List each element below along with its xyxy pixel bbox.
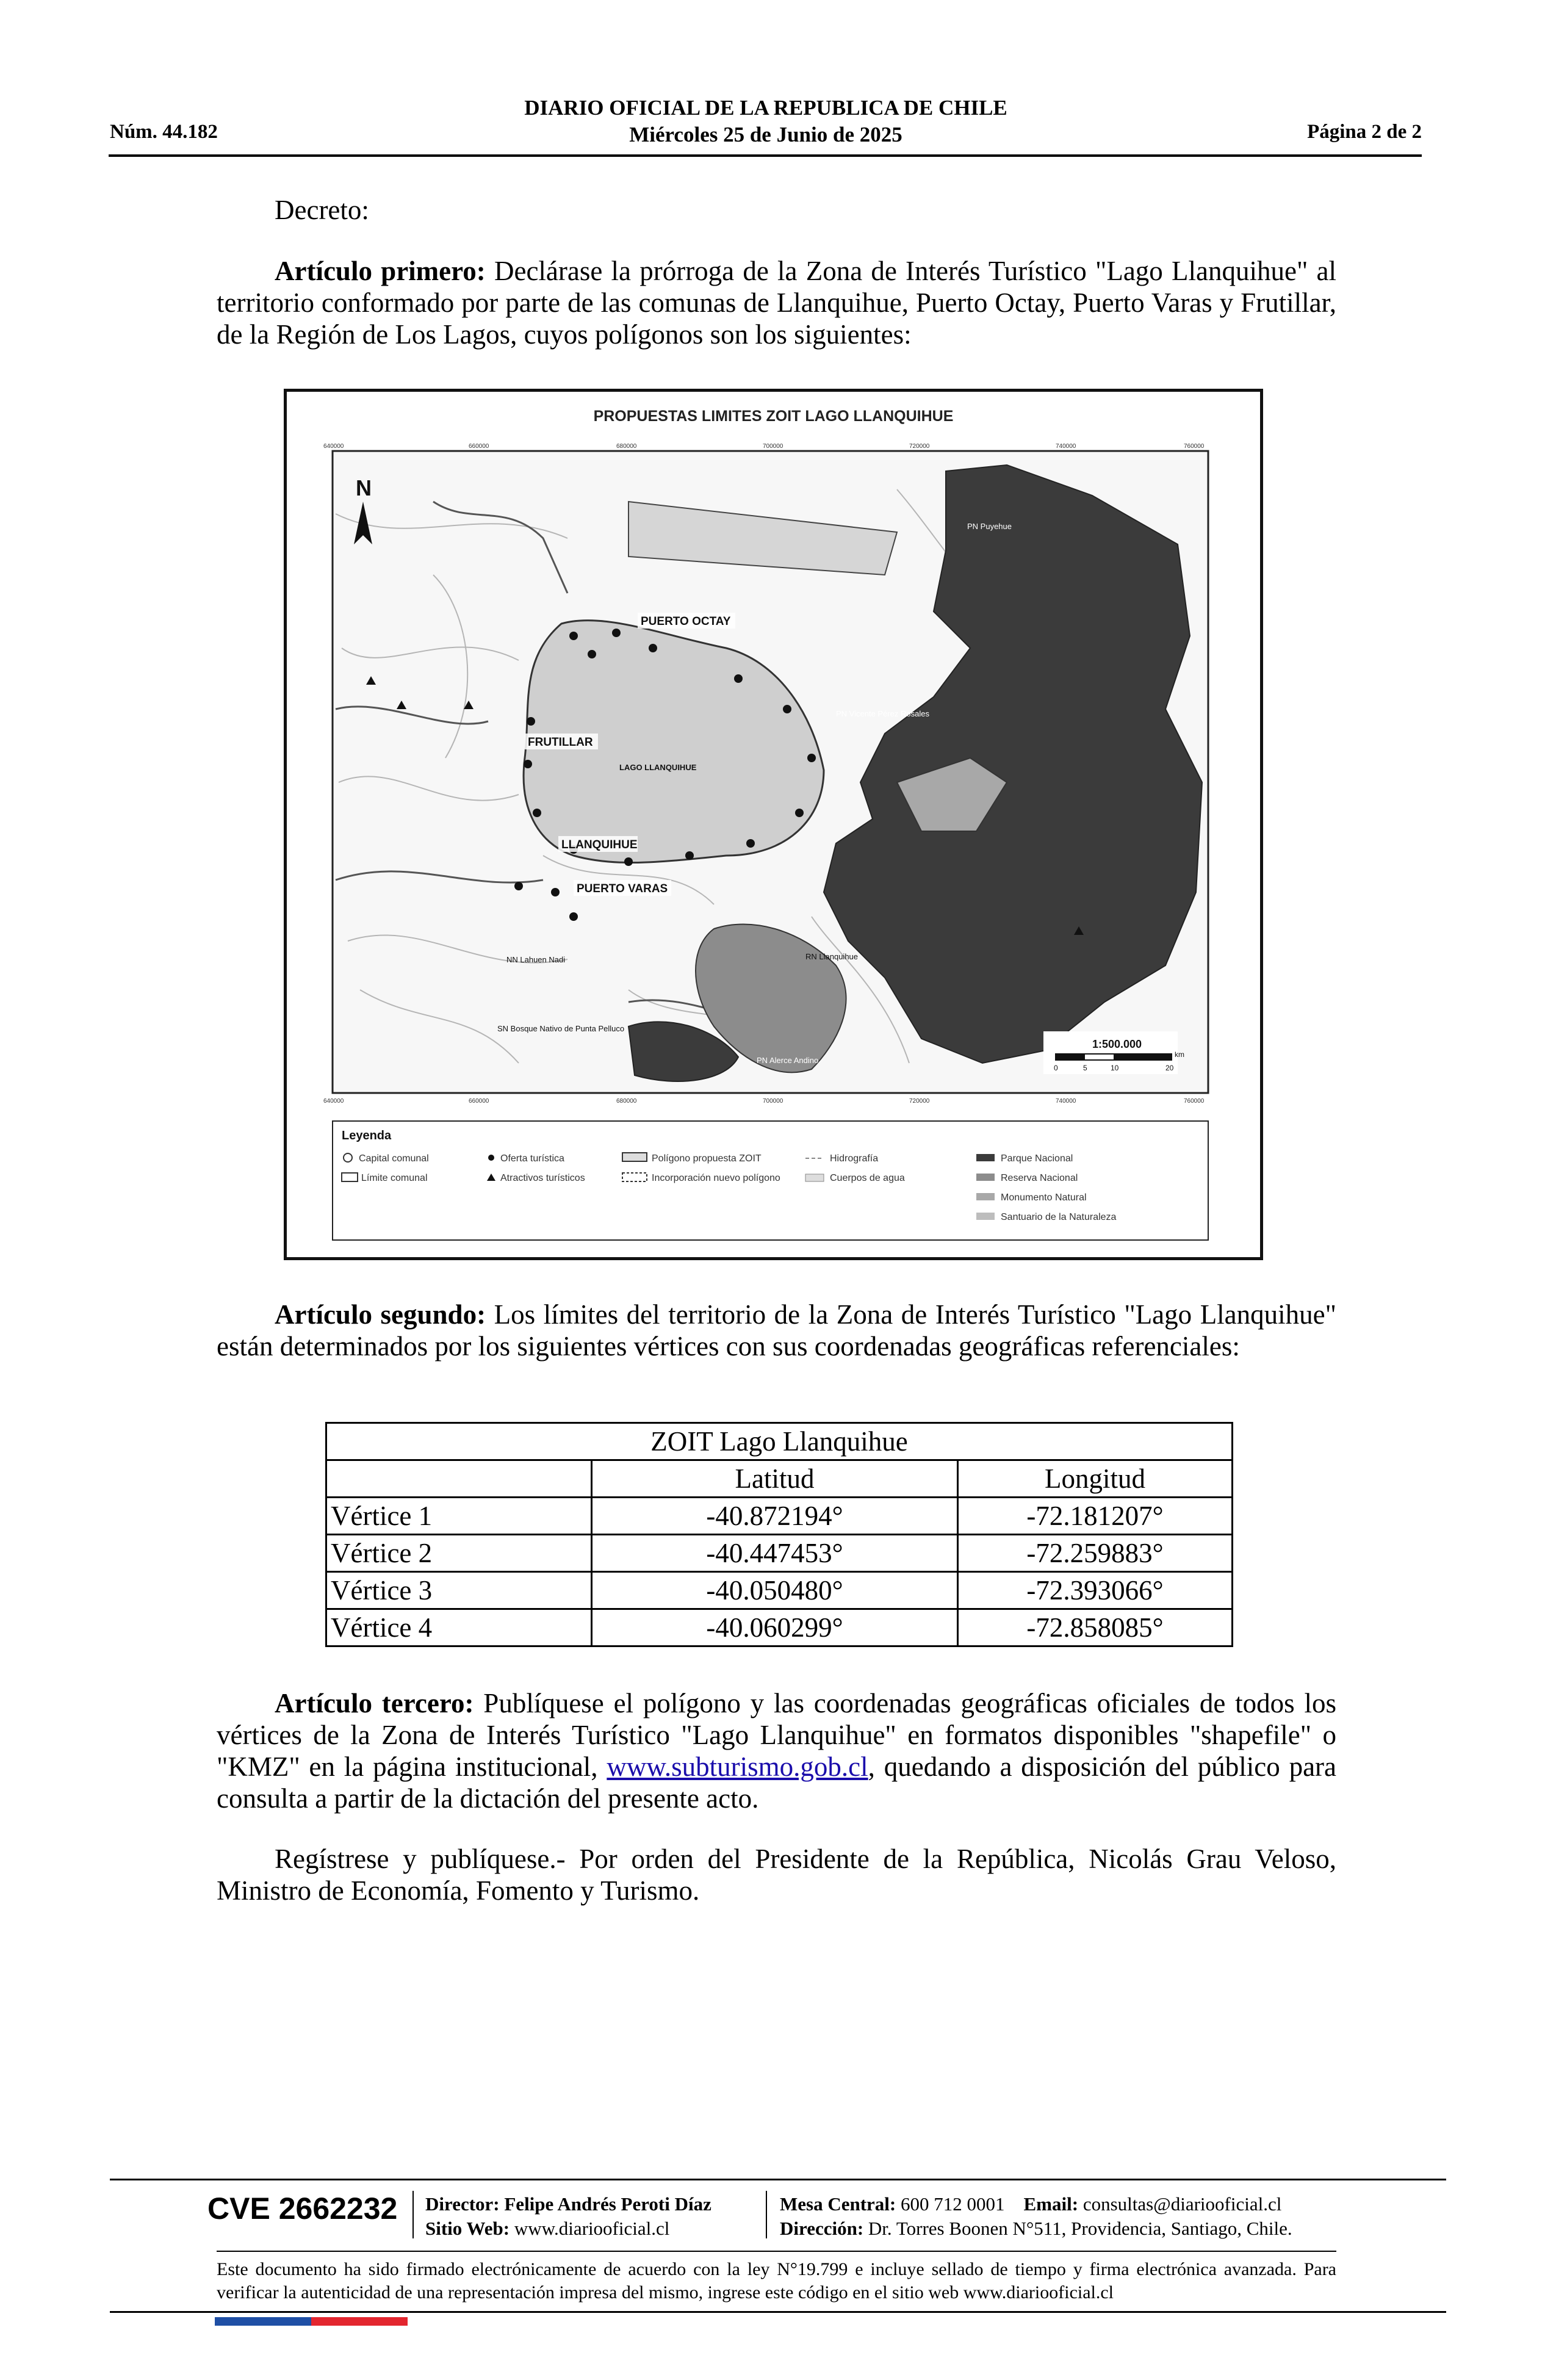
table-header-cell	[326, 1460, 592, 1498]
bottom-tick: 700000	[763, 1098, 783, 1105]
article-third	[217, 1687, 1336, 1814]
article-first-label: Artículo primero:	[275, 256, 486, 286]
article-first	[217, 255, 1336, 350]
legend-item: Monumento Natural	[1001, 1192, 1087, 1203]
vertex-longitude: -72.181207°	[958, 1498, 1233, 1535]
legend-item: Reserva Nacional	[1001, 1173, 1078, 1183]
vertex-longitude: -72.858085°	[958, 1609, 1233, 1646]
newspaper-title: DIARIO OFICIAL DE LA REPUBLICA DE CHILE	[524, 96, 1007, 120]
closing-text: Regístrese y publíquese.- Por orden del Presidente de la República, Nicolás Grau Veloso, Ministro de Economía, Fomento y Turismo.	[217, 1844, 1336, 1906]
mesa-phone: 600 712 0001	[896, 2193, 1005, 2215]
table-header-cell: Longitud	[958, 1460, 1233, 1498]
top-tick: 720000	[909, 443, 930, 450]
bottom-coordinate-ticks	[323, 1098, 1205, 1105]
vertex-latitude: -40.872194°	[592, 1498, 958, 1535]
cve-code: CVE 2662232	[207, 2191, 398, 2226]
table-title-row	[326, 1423, 1233, 1460]
bottom-tick: 720000	[909, 1098, 930, 1105]
vertex-latitude: -40.050480°	[592, 1572, 958, 1609]
map-graphic	[287, 392, 1260, 1257]
article-third-text: Publíquese el polígono y las coordenadas geográficas oficiales de todos los vértices de la Zona de Interés Turístico "Lago Llanquihue" en formatos disponibles "shapefile" o "KMZ" en la página institucional,	[217, 1688, 1337, 1782]
vertices-table	[325, 1422, 1233, 1647]
scale-tick: 10	[1111, 1064, 1119, 1072]
legend-item: Incorporación nuevo polígono	[652, 1173, 780, 1183]
newspaper-header	[0, 95, 1532, 148]
vertex-name: Vértice 1	[326, 1498, 592, 1535]
vertex-latitude: -40.447453°	[592, 1535, 958, 1572]
issue-number: Núm. 44.182	[110, 121, 218, 143]
bottom-tick: 740000	[1056, 1098, 1076, 1105]
vertex-name: Vértice 4	[326, 1609, 592, 1646]
director-label: Director:	[425, 2193, 500, 2215]
bottom-tick: 640000	[323, 1098, 344, 1105]
vertex-longitude: -72.259883°	[958, 1535, 1233, 1572]
article-second-text: Los límites del territorio de la Zona de Interés Turístico "Lago Llanquihue" están determinados por los siguientes vértices con sus coordenadas geográficas referenciales:	[217, 1299, 1337, 1361]
page-number: Página 2 de 2	[1307, 121, 1422, 143]
top-tick: 640000	[323, 443, 344, 450]
flag-stripe-blue	[215, 2317, 311, 2326]
scale-label: 1:500.000	[1092, 1038, 1142, 1050]
email-label: Email:	[1023, 2193, 1079, 2215]
vertex-latitude: -40.060299°	[592, 1609, 958, 1646]
mesa-label: Mesa Central:	[780, 2193, 896, 2215]
footer-bottom-divider	[110, 2311, 1446, 2313]
footer-divider	[110, 2179, 1446, 2180]
address-text: Dr. Torres Boonen N°511, Providencia, Santiago, Chile.	[863, 2218, 1292, 2239]
label-nn-lahuen-nadi: NN Lahuen Nadi	[506, 955, 566, 964]
table-header-cell: Latitud	[592, 1460, 958, 1498]
scale-bar	[1043, 1031, 1184, 1074]
legend-item: Oferta turística	[500, 1153, 564, 1164]
top-tick: 760000	[1184, 443, 1205, 450]
top-tick: 740000	[1056, 443, 1076, 450]
email-address[interactable]: consultas@diariooficial.cl	[1078, 2193, 1282, 2215]
label-sn-bosque: SN Bosque Nativo de Punta Pelluco	[497, 1024, 625, 1033]
article-second-label: Artículo segundo:	[275, 1299, 486, 1330]
map-title: PROPUESTAS LIMITES ZOIT LAGO LLANQUIHUE	[593, 408, 954, 425]
decree-label: Decreto:	[275, 195, 369, 225]
table-row	[326, 1572, 1233, 1609]
site-url[interactable]: www.diariooficial.cl	[510, 2218, 670, 2239]
top-tick: 660000	[469, 443, 489, 450]
label-rn-llanquihue: RN Llanquihue	[805, 952, 859, 961]
label-pn-alerce: PN Alerce Andino	[757, 1056, 819, 1065]
decree-heading	[217, 194, 1336, 226]
label-puerto-octay: PUERTO OCTAY	[641, 615, 731, 628]
article-third-label: Artículo tercero:	[275, 1688, 474, 1718]
vertex-name: Vértice 3	[326, 1572, 592, 1609]
legend-item: Cuerpos de agua	[830, 1173, 905, 1183]
article-second	[217, 1299, 1336, 1362]
label-llanquihue: LLANQUIHUE	[561, 838, 638, 851]
legend-title: Leyenda	[342, 1129, 392, 1142]
vertex-name: Vértice 2	[326, 1535, 592, 1572]
vertex-longitude: -72.393066°	[958, 1572, 1233, 1609]
footer-separator	[412, 2191, 414, 2238]
legend-item: Límite comunal	[361, 1173, 428, 1183]
legend-item: Capital comunal	[359, 1153, 429, 1164]
map-legend	[333, 1121, 1208, 1240]
footer-contact-block	[780, 2192, 1292, 2241]
scale-tick: 0	[1054, 1064, 1058, 1072]
legend-item: Polígono propuesta ZOIT	[652, 1153, 762, 1164]
label-lago-llanquihue: LAGO LLANQUIHUE	[619, 763, 697, 772]
subturismo-link[interactable]: www.subturismo.gob.cl	[607, 1751, 868, 1782]
label-pn-vicente-perez-rosales: PN Vicente Pérez Rosales	[836, 709, 929, 718]
header-divider	[109, 154, 1422, 157]
article-first-text: Declárase la prórroga de la Zona de Interés Turístico "Lago Llanquihue" al territorio conformado por parte de las comunas de Llanquihue, Puerto Octay, Puerto Varas y Frutillar, de la Región de Los Lagos, cuyos polígonos son los siguientes:	[217, 256, 1336, 350]
label-frutillar: FRUTILLAR	[528, 736, 593, 749]
table-title: ZOIT Lago Llanquihue	[326, 1423, 1233, 1460]
label-puerto-varas: PUERTO VARAS	[577, 882, 668, 895]
scale-tick: 5	[1083, 1064, 1087, 1072]
top-tick: 680000	[616, 443, 637, 450]
closing-paragraph	[217, 1843, 1336, 1906]
footer-director-block	[425, 2192, 711, 2241]
bottom-tick: 680000	[616, 1098, 637, 1105]
north-label: N	[356, 475, 372, 500]
bottom-tick: 660000	[469, 1098, 489, 1105]
legend-item: Hidrografía	[830, 1153, 879, 1164]
address-label: Dirección:	[780, 2218, 864, 2239]
scale-tick: 20	[1165, 1064, 1174, 1072]
scale-unit: km	[1175, 1050, 1184, 1059]
label-pn-puyehue: PN Puyehue	[967, 522, 1012, 531]
site-label: Sitio Web:	[425, 2218, 510, 2239]
table-row	[326, 1535, 1233, 1572]
footer-inner-divider	[217, 2251, 1336, 2252]
top-coordinate-ticks	[323, 443, 1205, 450]
footer-signature-note: Este documento ha sido firmado electrónicamente de acuerdo con la ley N°19.799 e incluye sellado de tiempo y firma electrónica avanzada. Para verificar la autenticidad de una representación impresa del mismo, ingrese este código en el sitio web www.diariooficial.cl	[217, 2259, 1336, 2302]
issue-date: Miércoles 25 de Junio de 2025	[629, 123, 902, 146]
legend-item: Atractivos turísticos	[500, 1173, 585, 1183]
flag-stripe-red	[311, 2317, 408, 2326]
director-name: Felipe Andrés Peroti Díaz	[499, 2193, 711, 2215]
footer-separator	[766, 2191, 767, 2238]
article-third-text-end: , quedando a disposición del público para consulta a partir de la dictación del presente acto.	[217, 1751, 1337, 1814]
top-tick: 700000	[763, 443, 783, 450]
table-row	[326, 1609, 1233, 1646]
table-row	[326, 1498, 1233, 1535]
legend-item: Parque Nacional	[1001, 1153, 1073, 1164]
table-header-row	[326, 1460, 1233, 1498]
legend-item: Santuario de la Naturaleza	[1001, 1212, 1117, 1222]
bottom-tick: 760000	[1184, 1098, 1205, 1105]
